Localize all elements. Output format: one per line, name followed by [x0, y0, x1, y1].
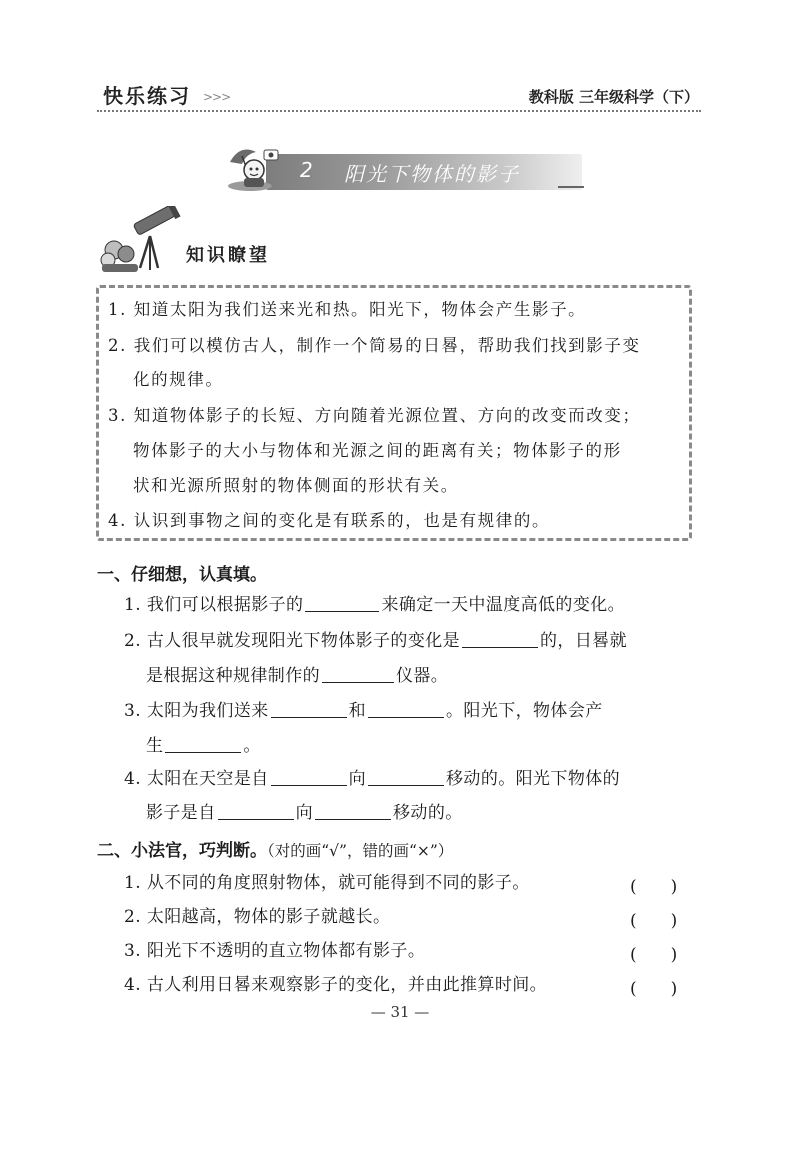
answer-blank[interactable]: [462, 631, 538, 648]
knowledge-line: 3. 知道物体影子的长短、方向随着光源位置、方向的改变而改变；: [108, 406, 641, 425]
answer-blank[interactable]: [165, 736, 241, 753]
answer-blank[interactable]: [368, 769, 444, 786]
answer-blank[interactable]: [271, 701, 347, 718]
judge-question: 4. 古人利用日晷来观察影子的变化，并由此推算时间。: [124, 975, 548, 995]
judge-question: 1. 从不同的角度照射物体，就可能得到不同的影子。: [124, 873, 530, 893]
judge-question: 3. 阳光下不透明的直立物体都有影子。: [124, 941, 426, 961]
answer-blank[interactable]: [305, 595, 379, 612]
answer-parentheses[interactable]: ( ): [630, 911, 678, 931]
fill-question-3-cont: 生 。: [146, 736, 261, 756]
answer-parentheses[interactable]: ( ): [630, 945, 678, 965]
knowledge-heading: 知识瞭望: [186, 245, 270, 266]
fill-question-2: 2. 古人很早就发现阳光下物体影子的变化是 的，日晷就: [124, 631, 628, 651]
edition-label: 教科版 三年级科学（下）: [528, 88, 699, 106]
answer-blank[interactable]: [322, 666, 394, 683]
answer-blank[interactable]: [368, 701, 444, 718]
knowledge-line: 状和光源所照射的物体侧面的形状有关。: [133, 476, 459, 495]
fill-question-4-cont: 影子是自 向 移动的。: [146, 803, 463, 823]
fill-question-1: 1. 我们可以根据影子的 来确定一天中温度高低的变化。: [124, 595, 626, 615]
section-1-title: 一、仔细想，认真填。: [97, 565, 267, 585]
chevron-right-icon: >>>: [203, 90, 231, 104]
answer-blank[interactable]: [218, 803, 294, 820]
lesson-title: 阳光下物体的影子: [344, 162, 520, 186]
section-2-title: 二、小法官，巧判断。（对的画“√”，错的画“×”）: [97, 841, 454, 861]
answer-blank[interactable]: [271, 769, 347, 786]
fill-question-2-cont: 是根据这种规律制作的 仪器。: [146, 666, 449, 686]
knowledge-line: 化的规律。: [133, 370, 224, 389]
knowledge-line: 4. 认识到事物之间的变化是有联系的，也是有规律的。: [108, 511, 551, 530]
page-number: — 31 —: [370, 1003, 430, 1021]
knowledge-line: 物体影子的大小与物体和光源之间的距离有关；物体影子的形: [133, 441, 622, 460]
lesson-number: 2: [300, 158, 313, 182]
fill-question-3: 3. 太阳为我们送来 和 。阳光下，物体会产: [124, 701, 603, 721]
cartoon-mascot-icon: [216, 142, 286, 194]
section-2-instruction: （对的画“√”，错的画“×”）: [267, 842, 454, 860]
judge-question: 2. 太阳越高，物体的影子就越长。: [124, 907, 391, 927]
fill-question-4: 4. 太阳在天空是自 向 移动的。阳光下物体的: [124, 769, 621, 789]
answer-blank[interactable]: [315, 803, 391, 820]
answer-parentheses[interactable]: ( ): [630, 979, 678, 999]
telescope-icon: [98, 206, 186, 276]
workbook-title: 快乐练习: [103, 84, 191, 108]
knowledge-line: 2. 我们可以模仿古人，制作一个简易的日晷，帮助我们找到影子变: [108, 336, 641, 355]
knowledge-line: 1. 知道太阳为我们送来光和热。阳光下，物体会产生影子。: [108, 300, 587, 319]
banner-underline: [558, 186, 584, 188]
answer-parentheses[interactable]: ( ): [630, 877, 678, 897]
header-divider: [97, 110, 701, 112]
